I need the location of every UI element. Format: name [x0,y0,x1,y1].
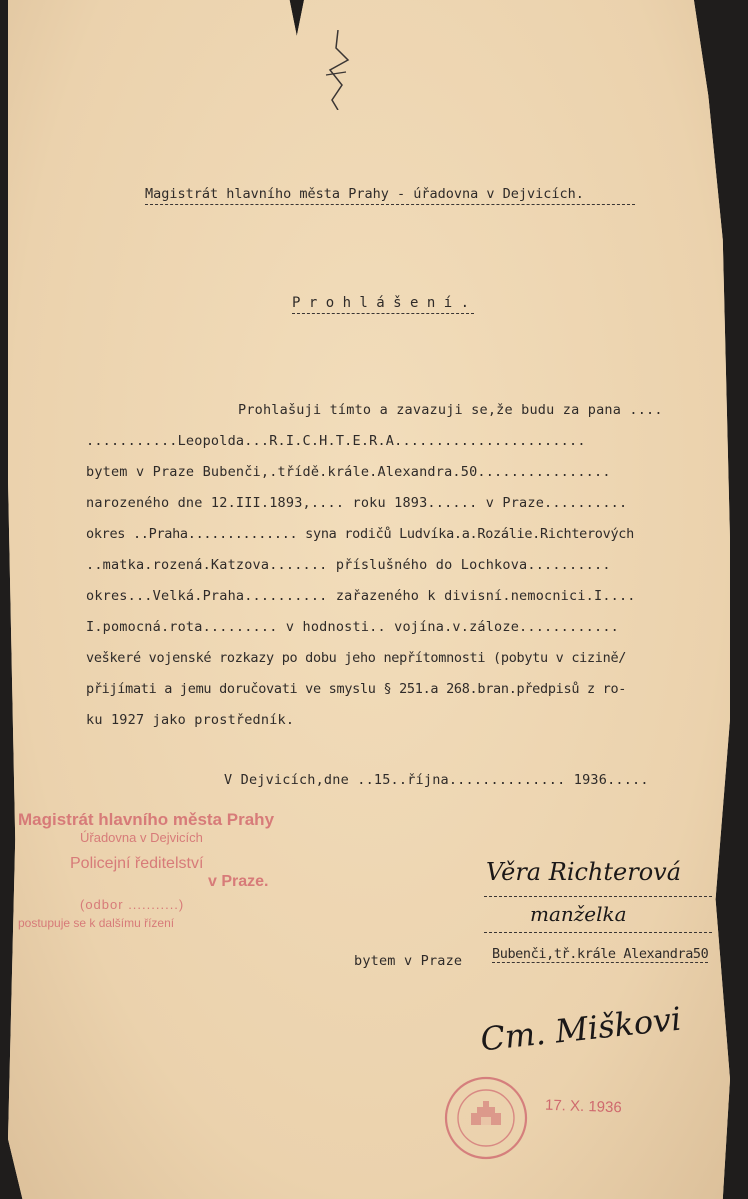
declaration-line-11: ku 1927 jako prostředník. [86,712,295,728]
stamp-line-2: Úřadovna v Dejvicích [80,830,203,845]
address-label: bytem v Praze [354,953,463,969]
stamp-line-5: (odbor ...........) [80,897,185,912]
declaration-line-10: přijímati a jemu doručovati ve smyslu § 251.a 268.bran.předpisů z ro- [86,681,627,697]
declaration-line-5: okres ..Praha.............. syna rodičů Ludvíka.a.Rozálie.Richterových [86,526,634,542]
declaration-line-9: veškeré vojenské rozkazy po dobu jeho nepřítomnosti (pobytu v cizině/ [86,650,627,666]
signature-line-2 [484,932,712,933]
office-heading: Magistrát hlavního města Prahy - úřadovna v Dejvicích. [145,186,635,205]
date-line: V Dejvicích,dne ..15..října.............. 1936..... [224,772,649,788]
declarant-role: manželka [530,902,627,926]
magistrate-stamp [18,810,274,930]
declarant-signature: Věra Richterová [486,858,682,886]
address-value: Bubenči,tř.krále Alexandra50 [492,946,709,962]
declaration-line-2: ...........Leopolda...R.I.C.H.T.E.R.A....................... [86,433,586,449]
stamp-line-4: v Praze. [208,873,269,890]
declaration-line-1: Prohlašuji tímto a zavazuji se,že budu za pana .... [238,402,663,418]
paper-tear [308,30,368,110]
document-title: P r o h l á š e n í . [292,295,474,314]
declaration-line-6: ..matka.rozená.Katzova....... příslušného do Lochkova.......... [86,557,611,573]
officer-signature: Cm. Miškovi [478,999,683,1059]
signature-line-1 [484,896,712,897]
stamp-line-1: Magistrát hlavního města Prahy [18,810,275,829]
declaration-line-8: I.pomocná.rota......... v hodnosti.. vojína.v.záloze............ [86,619,619,635]
declaration-line-3: bytem v Praze Bubenči,.třídě.krále.Alexandra.50................ [86,464,611,480]
stamp-line-3: Policejní ředitelství [70,855,204,872]
declaration-line-7: okres...Velká.Praha.......... zařazeného k divisní.nemocnici.I.... [86,588,636,604]
declaration-line-4: narozeného dne 12.III.1893,.... roku 1893...... v Praze.......... [86,495,628,511]
received-date-stamp: 17. X. 1936 [544,1096,623,1117]
police-seal [443,1075,529,1161]
stamp-line-6: postupuje se k dalšímu řízení [18,916,175,930]
